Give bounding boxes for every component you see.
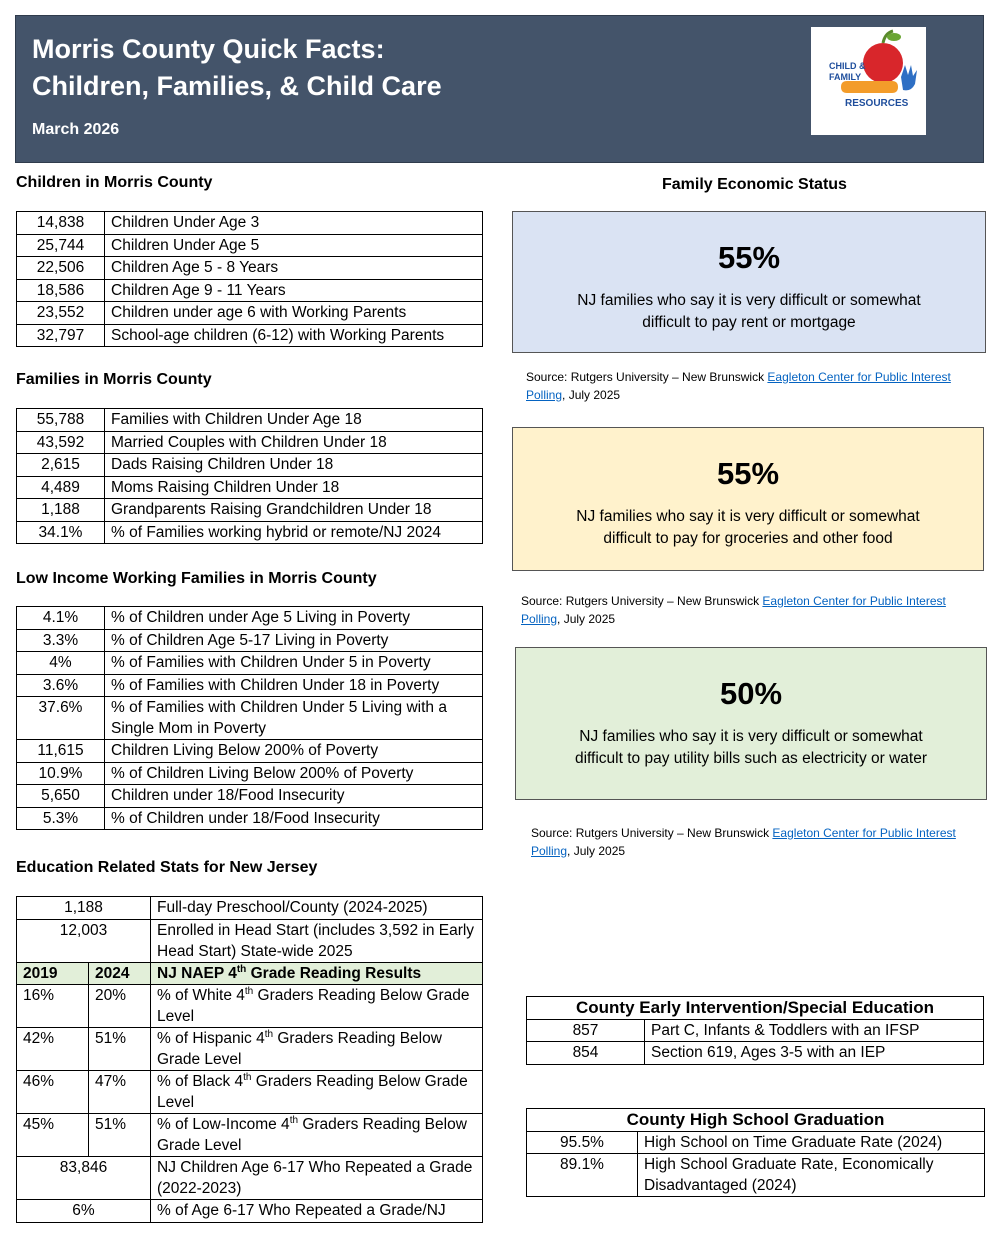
families-table: [16, 408, 483, 544]
early-intervention-title: County Early Intervention/Special Education: [527, 997, 984, 1020]
table-row: [17, 697, 483, 740]
naep-row: [17, 1114, 483, 1157]
preschool-value: 1,188: [17, 897, 151, 920]
table-row: [527, 1042, 984, 1065]
groceries-percent: 55%: [716, 456, 780, 491]
row-value: 95.5%: [527, 1131, 638, 1154]
page-title-line2: Children, Families, & Child Care: [32, 71, 442, 101]
repeat-pct-value: 6%: [17, 1200, 151, 1223]
row-label: High School Graduate Rate, Economically Disadvantaged (2024): [638, 1154, 985, 1197]
table-row: [17, 454, 483, 477]
table-row: [17, 302, 483, 325]
table-row: [17, 740, 483, 763]
economic-box-groceries: [512, 427, 984, 571]
row-label: Children Living Below 200% of Poverty: [105, 740, 483, 763]
row-label: % of Families with Children Under 18 in Poverty: [105, 674, 483, 697]
row-label: Married Couples with Children Under 18: [105, 431, 483, 454]
education-section-title: Education Related Stats for New Jersey: [16, 859, 318, 876]
table-row: [17, 499, 483, 522]
economic-box-utilities: [515, 647, 987, 800]
row-label: % of Families working hybrid or remote/NJ 2024: [105, 521, 483, 544]
source-note-rent: Source: Rutgers University – New Brunswick Eagleton Center for Public Interest Polling, July 2025: [526, 370, 951, 402]
table-row: [17, 409, 483, 432]
utilities-description: NJ families who say it is very difficult or somewhat difficult to pay utility bills such as electricity or water: [574, 728, 928, 767]
naep-row-label: % of White 4th Graders Reading Below Grade Level: [151, 985, 483, 1028]
polling-link[interactable]: Polling: [521, 612, 558, 626]
naep-row-label: % of Low-Income 4th Graders Reading Below Grade Level: [151, 1114, 483, 1157]
row-value: 5.3%: [17, 807, 105, 830]
groceries-description: NJ families who say it is very difficult or somewhat difficult to pay for groceries and other food: [576, 508, 920, 547]
naep-row: [17, 1071, 483, 1114]
naep-2019-value: 46%: [17, 1071, 89, 1114]
education-table: [16, 896, 483, 1223]
row-value: 5,650: [17, 785, 105, 808]
row-label: Families with Children Under Age 18: [105, 409, 483, 432]
row-value: 3.3%: [17, 629, 105, 652]
table-row: [527, 1131, 985, 1154]
row-value: 37.6%: [17, 697, 105, 740]
table-row: [527, 1154, 985, 1197]
row-value: 32,797: [17, 324, 105, 347]
row-value: 18,586: [17, 279, 105, 302]
polling-link[interactable]: Polling: [526, 388, 563, 402]
naep-2024-value: 51%: [89, 1114, 151, 1157]
naep-row: [17, 985, 483, 1028]
row-label: Section 619, Ages 3-5 with an IEP: [645, 1042, 984, 1065]
page-date: March 2026: [32, 121, 120, 138]
repeat-value: 83,846: [17, 1157, 151, 1200]
row-value: 1,188: [17, 499, 105, 522]
source-note-groceries: Source: Rutgers University – New Brunswick Eagleton Center for Public Interest Polling, July 2025: [521, 594, 946, 626]
row-label: % of Children Living Below 200% of Poverty: [105, 762, 483, 785]
table-row: [17, 762, 483, 785]
early-intervention-table: [526, 996, 984, 1065]
row-label: School-age children (6-12) with Working Parents: [105, 324, 483, 347]
row-value: 89.1%: [527, 1154, 638, 1197]
table-row: [17, 1157, 483, 1200]
naep-row-label: % of Black 4th Graders Reading Below Grade Level: [151, 1071, 483, 1114]
row-value: 23,552: [17, 302, 105, 325]
row-value: 43,592: [17, 431, 105, 454]
row-label: Children Age 5 - 8 Years: [105, 257, 483, 280]
row-label: Children Under Age 3: [105, 212, 483, 235]
table-row: [17, 1200, 483, 1223]
table-row: [17, 919, 483, 962]
table-row: [17, 607, 483, 630]
row-value: 11,615: [17, 740, 105, 763]
table-row: [17, 521, 483, 544]
repeat-label: NJ Children Age 6-17 Who Repeated a Grade (2022-2023): [151, 1157, 483, 1200]
table-row: [17, 324, 483, 347]
page-title-line1: Morris County Quick Facts:: [32, 34, 385, 64]
svg-text:CHILD &: CHILD &: [829, 61, 866, 71]
table-row: [17, 476, 483, 499]
row-label: % of Children under Age 5 Living in Poverty: [105, 607, 483, 630]
source-note-utilities: Source: Rutgers University – New Brunswick Eagleton Center for Public Interest Polling, July 2025: [531, 826, 956, 858]
economic-box-rent: [512, 211, 986, 353]
families-section-title: Families in Morris County: [16, 371, 212, 388]
row-value: 10.9%: [17, 762, 105, 785]
headstart-label: Enrolled in Head Start (includes 3,592 in Early Head Start) State-wide 2025: [151, 919, 483, 962]
naep-2024-value: 51%: [89, 1028, 151, 1071]
table-row: [17, 785, 483, 808]
svg-text:FAMILY: FAMILY: [829, 72, 862, 82]
children-table: [16, 211, 483, 347]
preschool-label: Full-day Preschool/County (2024-2025): [151, 897, 483, 920]
eagleton-link[interactable]: Eagleton Center for Public Interest: [772, 826, 956, 840]
headstart-value: 12,003: [17, 919, 151, 962]
row-label: High School on Time Graduate Rate (2024): [638, 1131, 985, 1154]
header-banner: [15, 15, 984, 163]
naep-header-row: [17, 962, 483, 985]
row-value: 854: [527, 1042, 645, 1065]
row-value: 4,489: [17, 476, 105, 499]
naep-year-2019: 2019: [17, 962, 89, 985]
graduation-title: County High School Graduation: [527, 1109, 985, 1132]
table-row: [17, 897, 483, 920]
row-label: % of Families with Children Under 5 Living with a Single Mom in Poverty: [105, 697, 483, 740]
naep-header-label: NJ NAEP 4th Grade Reading Results: [151, 962, 483, 985]
utilities-percent: 50%: [719, 676, 783, 711]
row-label: Moms Raising Children Under 18: [105, 476, 483, 499]
table-row: [17, 652, 483, 675]
row-label: Grandparents Raising Grandchildren Under 18: [105, 499, 483, 522]
table-row: [17, 807, 483, 830]
repeat-pct-label: % of Age 6-17 Who Repeated a Grade/NJ: [151, 1200, 483, 1223]
naep-row: [17, 1028, 483, 1071]
row-label: Children under age 6 with Working Parents: [105, 302, 483, 325]
naep-2024-value: 20%: [89, 985, 151, 1028]
row-value: 4%: [17, 652, 105, 675]
low-income-section-title: Low Income Working Families in Morris County: [16, 570, 377, 587]
eagleton-link[interactable]: Eagleton Center for Public Interest: [767, 370, 951, 384]
table-row: [17, 212, 483, 235]
table-row: [527, 1019, 984, 1042]
row-value: 857: [527, 1019, 645, 1042]
row-label: Dads Raising Children Under 18: [105, 454, 483, 477]
rent-percent: 55%: [717, 240, 781, 275]
children-section-title: Children in Morris County: [16, 174, 213, 191]
row-label: Children under 18/Food Insecurity: [105, 785, 483, 808]
row-value: 14,838: [17, 212, 105, 235]
naep-row-label: % of Hispanic 4th Graders Reading Below Grade Level: [151, 1028, 483, 1071]
row-label: Children Age 9 - 11 Years: [105, 279, 483, 302]
graduation-table: [526, 1108, 985, 1197]
low-income-table: [16, 606, 483, 830]
naep-year-2024: 2024: [89, 962, 151, 985]
row-value: 34.1%: [17, 521, 105, 544]
table-row: [17, 431, 483, 454]
naep-2024-value: 47%: [89, 1071, 151, 1114]
rent-description: NJ families who say it is very difficult or somewhat difficult to pay rent or mortgage: [577, 292, 921, 331]
naep-2019-value: 45%: [17, 1114, 89, 1157]
row-value: 25,744: [17, 234, 105, 257]
economic-section-title: Family Economic Status: [662, 176, 847, 193]
naep-2019-value: 42%: [17, 1028, 89, 1071]
naep-2019-value: 16%: [17, 985, 89, 1028]
row-label: Part C, Infants & Toddlers with an IFSP: [645, 1019, 984, 1042]
table-row: [17, 629, 483, 652]
row-label: Children Under Age 5: [105, 234, 483, 257]
polling-link[interactable]: Polling: [531, 844, 568, 858]
table-row: [17, 257, 483, 280]
row-label: % of Children under 18/Food Insecurity: [105, 807, 483, 830]
table-row: [17, 674, 483, 697]
eagleton-link[interactable]: Eagleton Center for Public Interest: [762, 594, 946, 608]
row-value: 2,615: [17, 454, 105, 477]
row-value: 3.6%: [17, 674, 105, 697]
row-label: % of Families with Children Under 5 in Poverty: [105, 652, 483, 675]
row-value: 55,788: [17, 409, 105, 432]
row-label: % of Children Age 5-17 Living in Poverty: [105, 629, 483, 652]
child-family-resources-logo: [811, 27, 926, 135]
table-row: [17, 234, 483, 257]
row-value: 22,506: [17, 257, 105, 280]
table-row: [17, 279, 483, 302]
row-value: 4.1%: [17, 607, 105, 630]
svg-text:RESOURCES: RESOURCES: [845, 98, 909, 109]
